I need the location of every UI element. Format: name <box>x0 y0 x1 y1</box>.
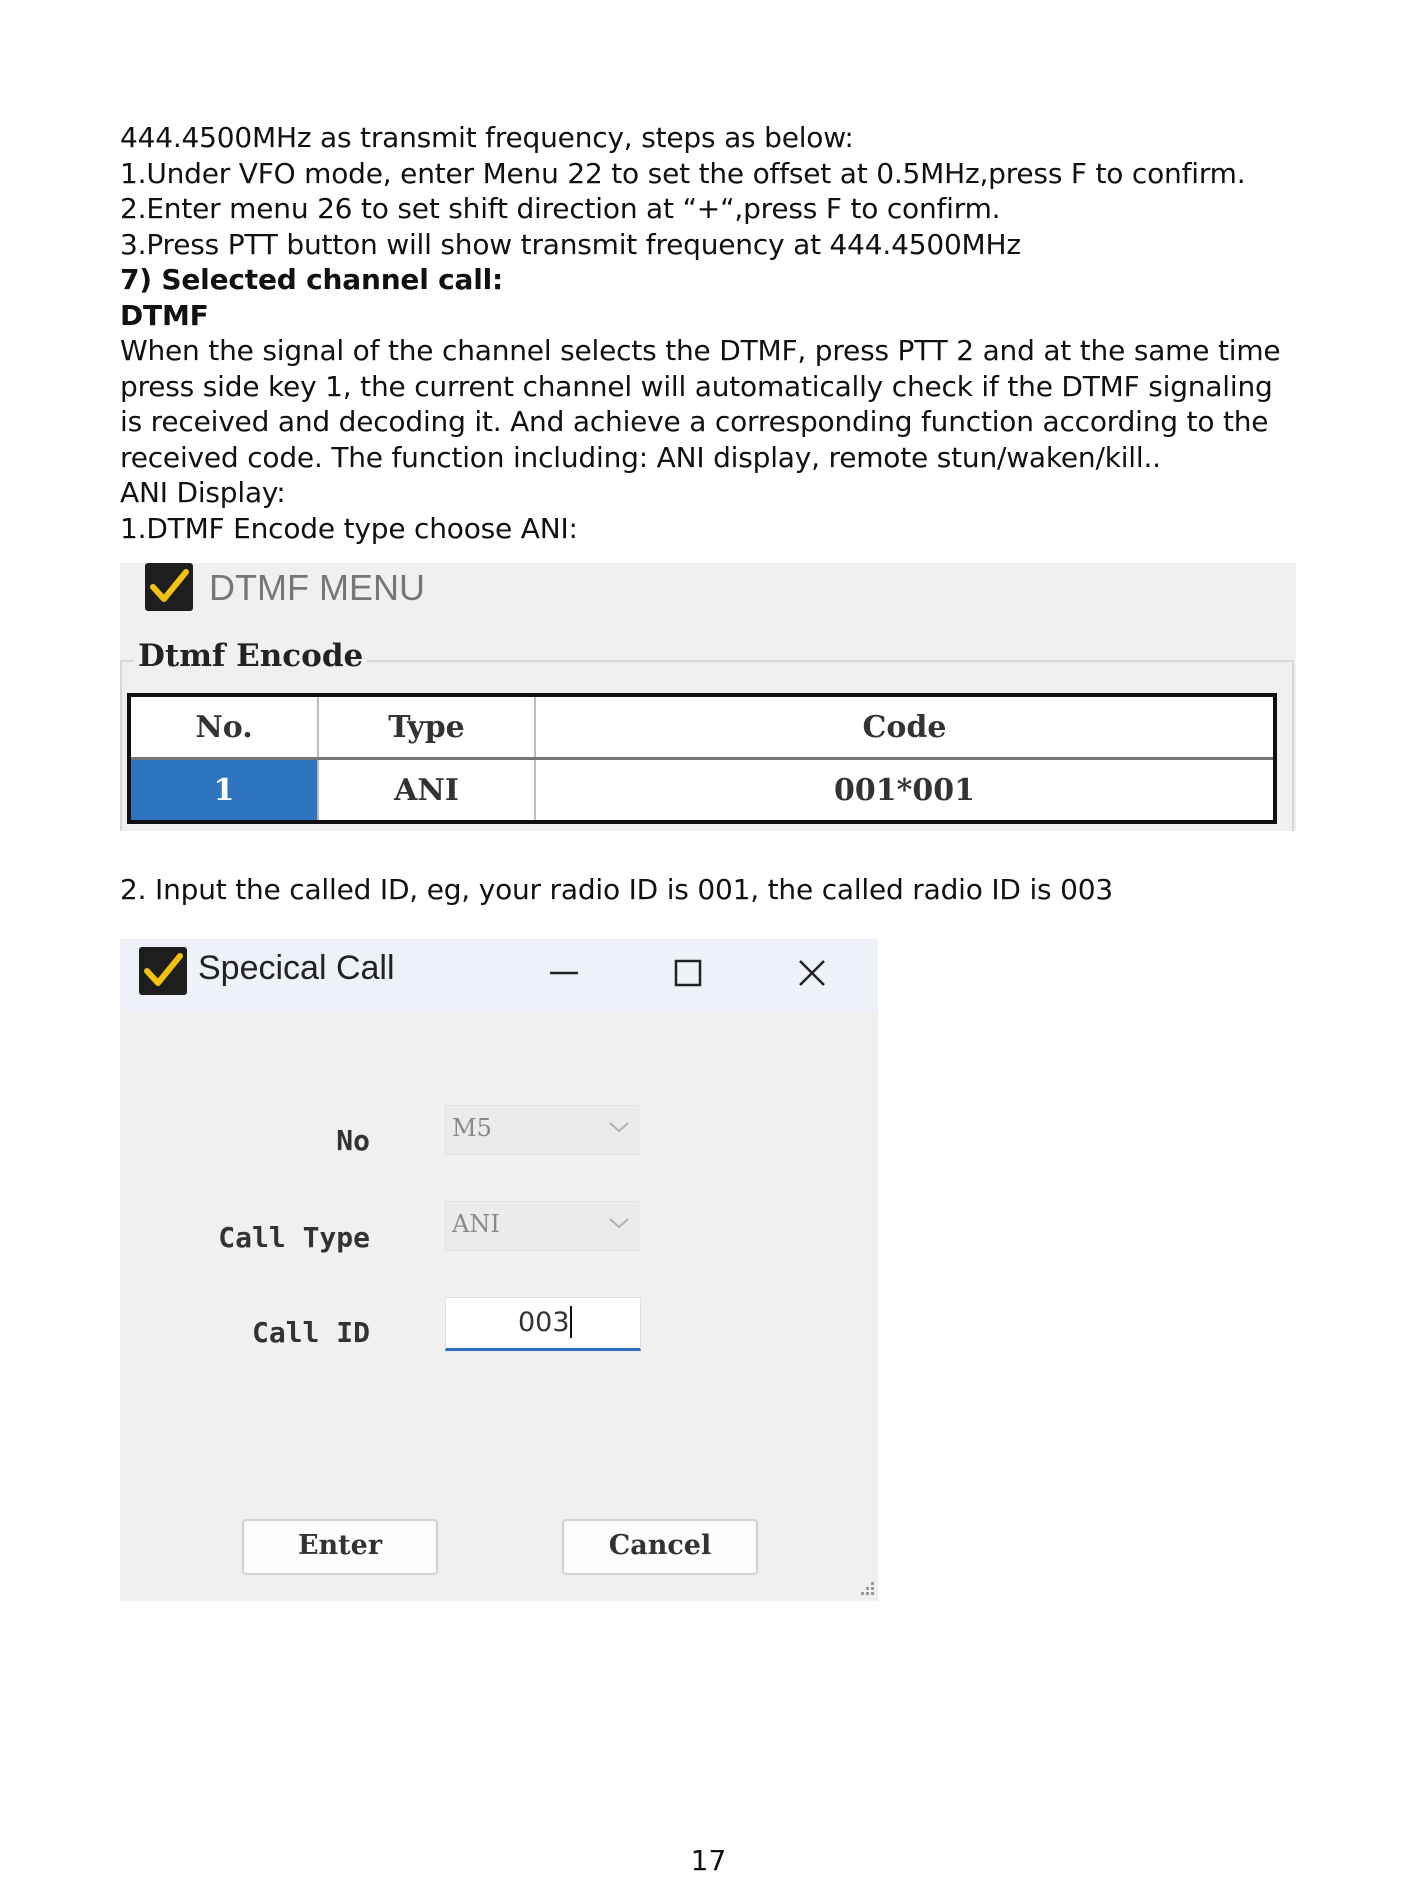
checkbox-icon <box>139 947 187 995</box>
group-label: Dtmf Encode <box>134 638 367 674</box>
no-label: No <box>336 1124 370 1157</box>
body-paragraph: When the signal of the channel selects the DTMF, press PTT 2 and at the same time press side key 1, the current channel will automatically check if the DTMF signaling is received and decoding it. And achieve a corresponding function according to the received code. The function including: ANI display, remote stun/waken/kill.. <box>120 334 1281 474</box>
cell-type[interactable]: ANI <box>318 759 535 823</box>
close-icon <box>784 949 840 997</box>
cell-no[interactable]: 1 <box>129 759 318 823</box>
close-button[interactable] <box>784 949 840 997</box>
dtmf-menu-screenshot <box>120 563 1296 831</box>
no-select-value: M5 <box>452 1114 492 1142</box>
text-caret <box>570 1306 572 1338</box>
resize-grip-icon[interactable] <box>856 1579 876 1599</box>
text-line: 1.DTMF Encode type choose ANI: <box>120 511 578 545</box>
cell-code[interactable]: 001*001 <box>535 759 1275 823</box>
minimize-icon <box>536 949 592 997</box>
text-line: 3.Press PTT button will show transmit frequency at 444.4500MHz <box>120 227 1021 261</box>
minimize-button[interactable] <box>536 949 592 997</box>
document-text-2 <box>120 872 1300 908</box>
call-id-value: 003 <box>518 1307 570 1338</box>
column-header-no: No. <box>129 695 318 759</box>
call-type-select[interactable] <box>445 1201 639 1251</box>
text-line: 1.Under VFO mode, enter Menu 22 to set the offset at 0.5MHz,press F to confirm. <box>120 156 1246 190</box>
no-select[interactable] <box>445 1105 639 1155</box>
subsection-heading: DTMF <box>120 298 209 332</box>
chevron-down-icon <box>608 1120 630 1134</box>
call-id-label: Call ID <box>251 1316 370 1349</box>
page-number: 17 <box>690 1844 727 1877</box>
document-text <box>120 120 1300 546</box>
checkbox-icon <box>145 563 193 611</box>
call-id-input[interactable] <box>445 1297 641 1351</box>
column-header-type: Type <box>318 695 535 759</box>
text-line: 2. Input the called ID, eg, your radio ID is 001, the called radio ID is 003 <box>120 873 1113 906</box>
table-row[interactable] <box>129 759 1275 823</box>
text-line: ANI Display: <box>120 476 286 509</box>
cancel-button[interactable]: Cancel <box>562 1519 758 1575</box>
table-header-row <box>129 695 1275 759</box>
maximize-icon <box>660 949 716 997</box>
maximize-button[interactable] <box>660 949 716 997</box>
text-line: 2.Enter menu 26 to set shift direction at “+“,press F to confirm. <box>120 192 1001 225</box>
column-header-code: Code <box>535 695 1275 759</box>
text-line: 444.4500MHz as transmit frequency, steps as below: <box>120 121 854 154</box>
enter-button[interactable]: Enter <box>242 1519 438 1575</box>
dialog-title: Specical Call <box>198 949 395 987</box>
section-heading: 7) Selected channel call: <box>120 263 504 296</box>
special-call-dialog <box>120 939 878 1601</box>
dtmf-encode-table <box>127 693 1277 824</box>
dtmf-menu-title: DTMF MENU <box>209 567 425 608</box>
call-type-select-value: ANI <box>452 1210 500 1238</box>
chevron-down-icon <box>608 1216 630 1230</box>
call-type-label: Call Type <box>218 1221 370 1254</box>
